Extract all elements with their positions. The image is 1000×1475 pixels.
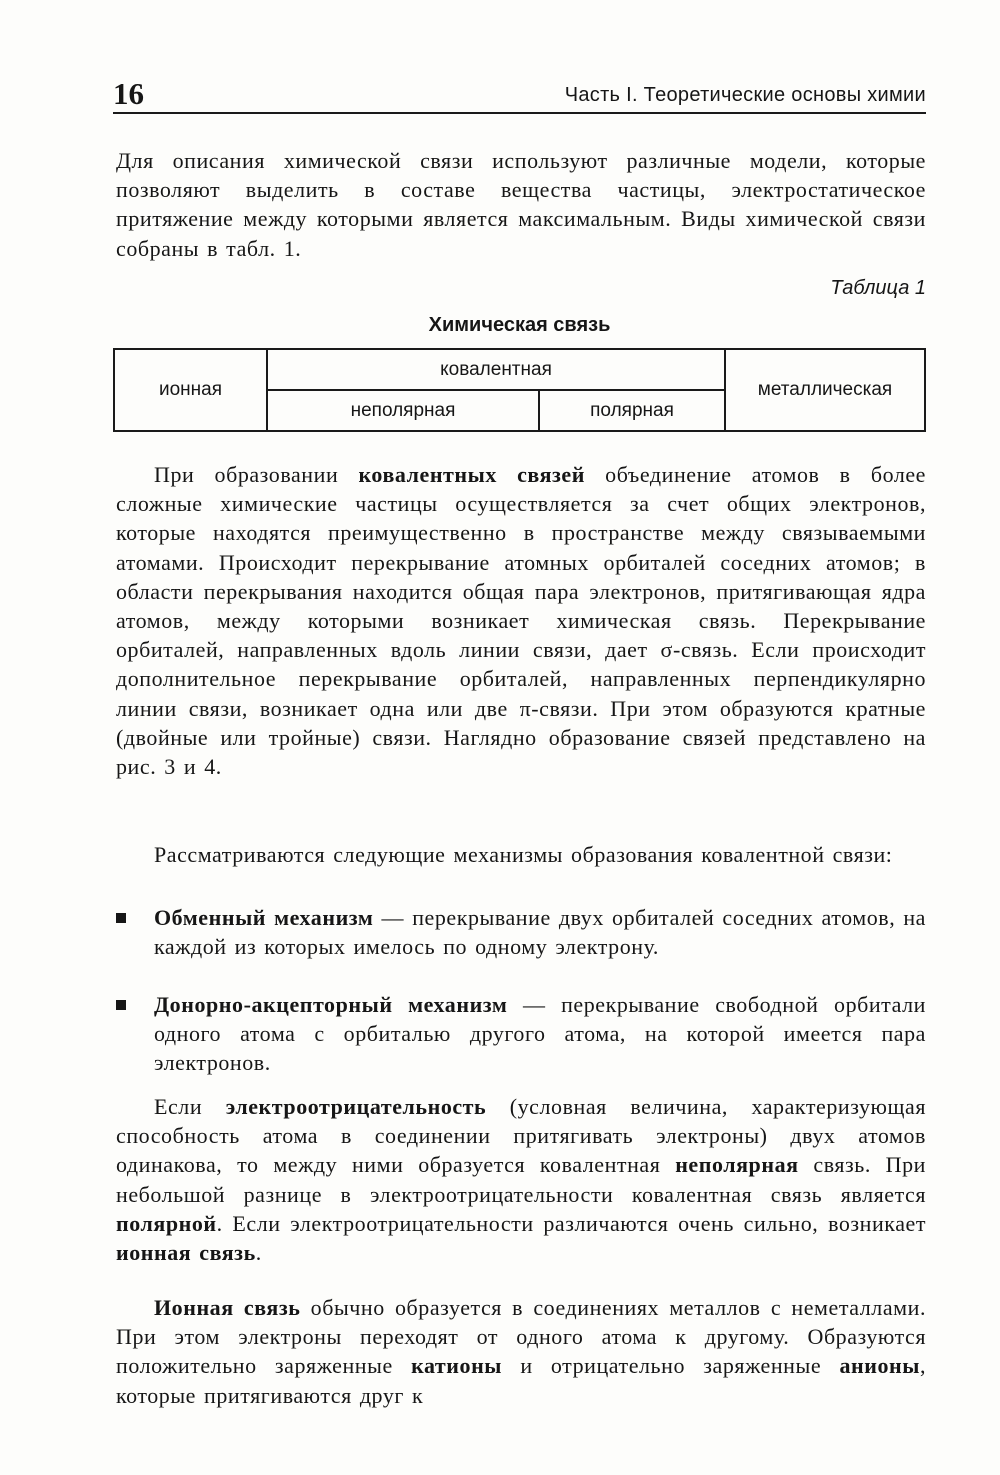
page-number: 16 — [113, 76, 144, 111]
intro-paragraph: Для описания химической связи используют различные модели, которые позволяют выделить в составе вещества частицы, электростатическое притяжение между которыми является максимальным. Виды химической связи собраны в табл. 1. — [116, 148, 926, 261]
cell-nonpolar: неполярная — [267, 390, 539, 431]
term-anions: анионы — [839, 1353, 920, 1379]
term-cations: катионы — [411, 1353, 503, 1379]
cell-covalent: ковалентная — [267, 349, 725, 390]
bond-types-table — [113, 348, 926, 432]
bullet-square-icon — [116, 1000, 126, 1010]
term-electronegativity: электроотрицательность — [225, 1094, 487, 1119]
term-polar: полярной — [116, 1210, 217, 1236]
cell-metallic: металлическая — [725, 349, 925, 431]
cell-polar: полярная — [539, 390, 725, 431]
mechanisms-intro: Рассматриваются следующие механизмы образования ковалентной связи: — [154, 842, 893, 867]
list-item: Донорно-акцепторный механизм — перекрывание свободной орбитали одного атома с орбиталью другого атома, на которой имеется пара электронов. — [116, 990, 926, 1078]
bullet-square-icon — [116, 913, 126, 923]
covalent-paragraph: При образовании ковалентных связей объединение атомов в более сложные химические частицы осуществляется за счет общих электронов, которые находятся преимущественно в пространстве между связываемыми атомами. Происходит перекрывание атомных орбиталей соседних атомов; в области перекрывания находится общая пара электронов, притягивающая ядра атомов, между которыми возникает химическая связь. Перекрывание орбиталей, направленных вдоль линии связи, дает σ-связь. Если происходит дополнительное перекрывание орбиталей, направленных перпендикулярно линии связи, возникает одна или две π-связи. При этом образуются кратные (двойные или тройные) связи. Наглядно образование связей представлено на рис. 3 и 4. — [116, 462, 927, 780]
page-header — [113, 78, 926, 114]
term-nonpolar: неполярная — [675, 1152, 799, 1178]
term-exchange-mechanism: Обменный механизм — [154, 905, 374, 930]
term-covalent-bonds: ковалентных связей — [358, 462, 585, 487]
cell-ionic: ионная — [114, 349, 267, 431]
term-donor-acceptor-mechanism: Донорно-акцепторный механизм — [154, 992, 508, 1017]
table-title: Химическая связь — [428, 314, 611, 336]
ionic-paragraph: Ионная связь обычно образуется в соединениях металлов с неметаллами. При этом электроны переходят от одного атома к другому. Образуются положительно заряженные катионы и отрицательно заряженные анионы, которые притягиваются друг к — [116, 1295, 927, 1408]
term-ionic-bond: ионная связь — [116, 1240, 256, 1266]
table-label: Таблица 1 — [830, 277, 926, 299]
term-ionic-bond-heading: Ионная связь — [154, 1295, 301, 1320]
list-item: Обменный механизм — перекрывание двух орбиталей соседних атомов, на каждой из которых имелось по одному электрону. — [116, 903, 926, 961]
electronegativity-paragraph: Если электроотрицательность (условная величина, характеризующая способность атома в соединении притягивать электроны) двух атомов одинакова, то между ними образуется ковалентная неполярная связь. При небольшой разнице в электроотрицательности ковалентная связь является полярной. Если электроотрицательности различаются очень сильно, возникает ионная связь. — [116, 1094, 926, 1266]
running-head: Часть I. Теоретические основы химии — [564, 84, 926, 106]
